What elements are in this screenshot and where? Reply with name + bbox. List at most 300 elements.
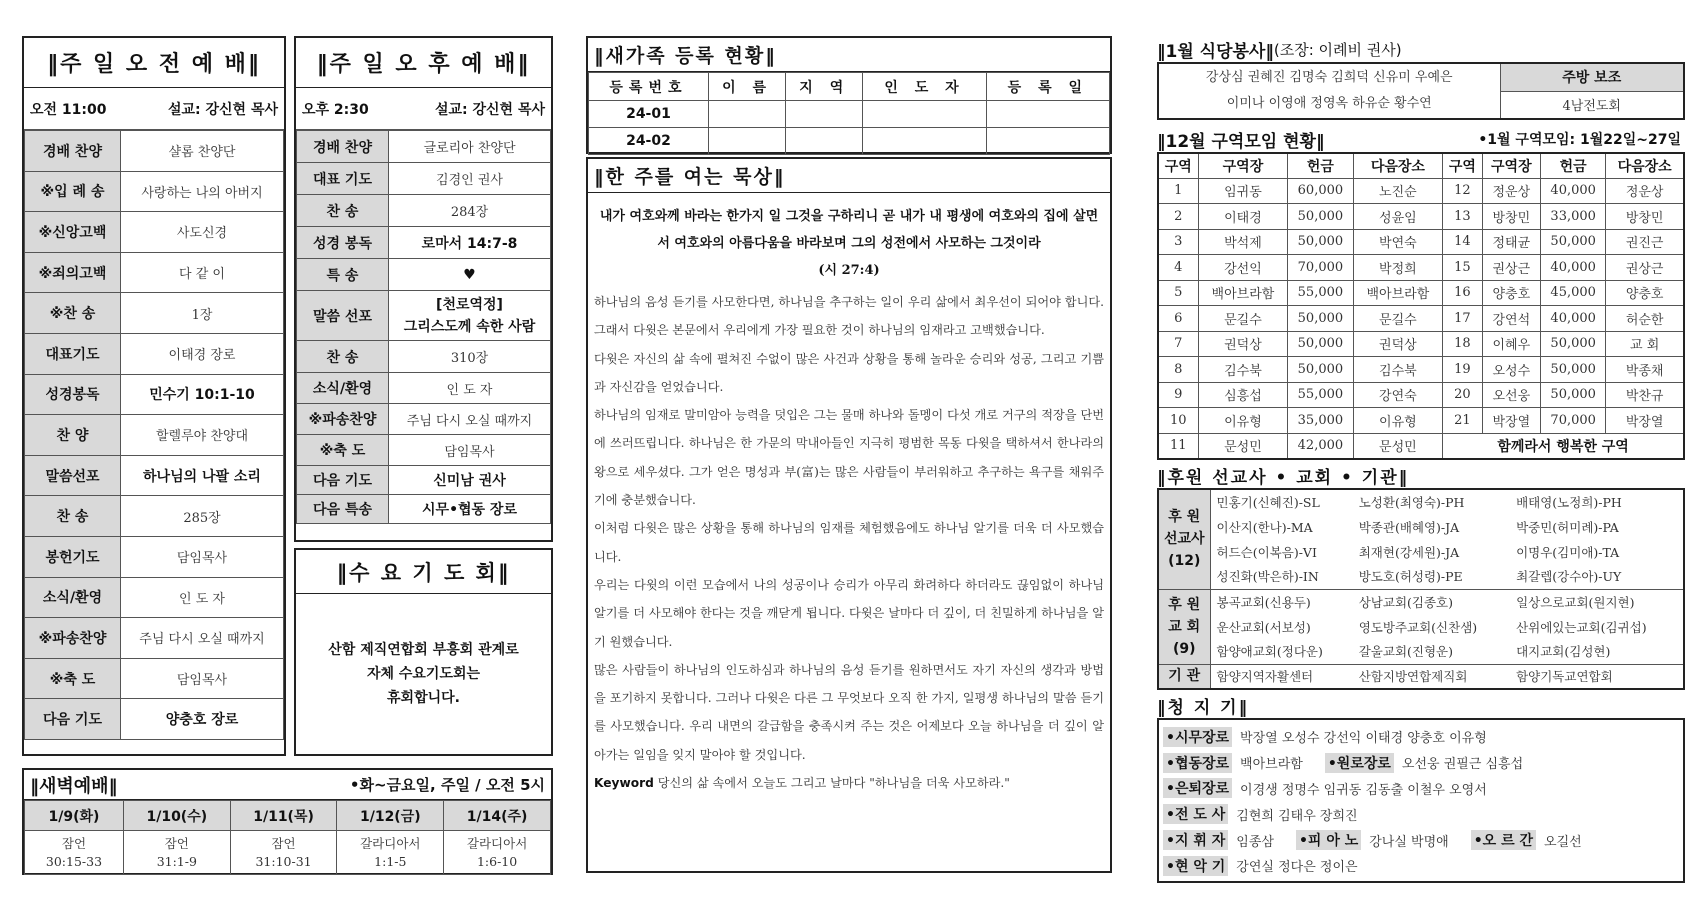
zone-cell: 5 bbox=[1158, 280, 1198, 306]
zone-cell: 양충호 bbox=[1606, 280, 1684, 306]
zone-meeting-title: ‖12월 구역모임 현황‖ bbox=[1157, 131, 1325, 152]
mission-row bbox=[1158, 664, 1684, 689]
zone-cell: 50,000 bbox=[1288, 357, 1353, 383]
mission-entry: 이명우(김미애)-TA bbox=[1516, 544, 1620, 560]
zone-row bbox=[1158, 306, 1684, 332]
order-label: 찬 송 bbox=[25, 496, 121, 537]
stewards-list bbox=[1157, 718, 1685, 883]
zone-row bbox=[1158, 357, 1684, 383]
zone-cell: 50,000 bbox=[1541, 357, 1606, 383]
dawn-passage bbox=[123, 831, 230, 875]
dawn-ref: 31:1-9 bbox=[156, 853, 197, 869]
order-value: [천로역정] 그리스도께 속한 사람 bbox=[389, 291, 551, 341]
cafeteria-service-table bbox=[1157, 62, 1685, 120]
order-row bbox=[297, 291, 551, 341]
zone-cell: 40,000 bbox=[1541, 255, 1606, 281]
zone-cell: 방창민 bbox=[1482, 204, 1540, 230]
zone-cell: 55,000 bbox=[1288, 280, 1353, 306]
zone-header: 다음장소 bbox=[1353, 153, 1443, 178]
zone-cell: 10 bbox=[1158, 408, 1198, 434]
mission-entry: 성진화(박은하)-IN bbox=[1216, 569, 1319, 585]
order-label: 경배 찬양 bbox=[25, 131, 121, 172]
order-value: 인 도 자 bbox=[389, 373, 551, 404]
new-family-box bbox=[586, 36, 1112, 154]
zone-cell: 권덕상 bbox=[1198, 331, 1288, 357]
wednesday-prayer-notice bbox=[296, 594, 551, 754]
order-value: 310장 bbox=[389, 341, 551, 373]
dawn-passage bbox=[337, 831, 444, 875]
zone-row bbox=[1158, 178, 1684, 204]
zone-row bbox=[1158, 408, 1684, 434]
dawn-passage bbox=[444, 831, 551, 875]
zone-cell: 백아브라함 bbox=[1198, 280, 1288, 306]
mission-entry: 박중민(허미례)-PA bbox=[1516, 519, 1619, 535]
order-value: 할렐루야 찬양대 bbox=[121, 415, 284, 456]
steward-role: •원로장로 bbox=[1325, 753, 1394, 773]
order-row bbox=[297, 163, 551, 195]
new-family-row bbox=[589, 128, 1110, 155]
steward-role: •시무장로 bbox=[1163, 727, 1232, 747]
order-label: 찬 송 bbox=[297, 195, 389, 227]
steward-role: •오 르 간 bbox=[1471, 830, 1536, 850]
zone-cell: 이유형 bbox=[1353, 408, 1443, 434]
new-family-table bbox=[588, 72, 1110, 155]
order-row bbox=[297, 404, 551, 435]
zone-cell: 성윤임 bbox=[1353, 204, 1443, 230]
order-label: 찬 송 bbox=[297, 341, 389, 373]
mission-entry: 함양지역자활센터 bbox=[1210, 664, 1353, 689]
wednesday-prayer-title: ‖수 요 기 도 회‖ bbox=[296, 550, 551, 594]
order-label: ※파송찬양 bbox=[297, 404, 389, 435]
order-label: ※파송찬양 bbox=[25, 618, 121, 659]
zone-meeting-next: •1월 구역모임: 1월22일~27일 bbox=[1478, 132, 1681, 148]
mission-category: 후 원 교 회 (9) bbox=[1158, 589, 1210, 664]
order-label: 경배 찬양 bbox=[297, 131, 389, 163]
zone-cell: 권상근 bbox=[1482, 255, 1540, 281]
mission-entry: 민홍기(신혜진)-SL bbox=[1210, 489, 1353, 514]
dawn-service-header bbox=[24, 770, 551, 800]
dawn-book: 갈라디아서 bbox=[360, 835, 421, 851]
dawn-service-title: ‖새벽예배‖ bbox=[30, 775, 118, 797]
order-label: ※신앙고백 bbox=[25, 212, 121, 253]
order-value: 이태경 장로 bbox=[121, 333, 284, 374]
afternoon-service-preacher: 설교: 강신현 목사 bbox=[434, 101, 545, 118]
mission-row bbox=[1158, 514, 1684, 539]
zone-row bbox=[1158, 331, 1684, 357]
zone-row bbox=[1158, 280, 1684, 306]
cafeteria-volunteers bbox=[1158, 63, 1500, 119]
mission-entry: 배태영(노정희)-PH bbox=[1510, 489, 1684, 514]
zone-cell: 문길수 bbox=[1353, 306, 1443, 332]
keyword-text: 당신의 삶 속에서 오늘도 그리고 날마다 "하나님을 더욱 사모하라." bbox=[657, 776, 1010, 791]
zone-cell: 42,000 bbox=[1288, 433, 1353, 459]
zone-cell: 33,000 bbox=[1541, 204, 1606, 230]
zone-cell: 방창민 bbox=[1606, 204, 1684, 230]
keyword-label: Keyword bbox=[594, 776, 654, 791]
zone-cell: 20 bbox=[1443, 382, 1482, 408]
new-family-title: ‖새가족 등록 현황‖ bbox=[588, 38, 1110, 72]
steward-role: •은퇴장로 bbox=[1163, 778, 1232, 798]
zone-cell: 강연숙 bbox=[1353, 382, 1443, 408]
dawn-date: 1/10(수) bbox=[123, 801, 230, 831]
zone-cell: 19 bbox=[1443, 357, 1482, 383]
zone-meeting-header bbox=[1157, 126, 1685, 152]
order-row bbox=[25, 293, 284, 334]
mission-entry: 갈울교회(진형운) bbox=[1358, 644, 1453, 660]
order-label: ※축 도 bbox=[297, 435, 389, 466]
zone-cell: 70,000 bbox=[1288, 255, 1353, 281]
dawn-ref: 30:15-33 bbox=[45, 853, 103, 869]
zone-cell: 김수북 bbox=[1353, 357, 1443, 383]
zone-header: 구역장 bbox=[1482, 153, 1540, 178]
order-row bbox=[25, 496, 284, 537]
mission-entry: 박종관(배혜영)-JA bbox=[1358, 519, 1460, 535]
order-row bbox=[25, 212, 284, 253]
zone-cell: 정태균 bbox=[1482, 229, 1540, 255]
mission-entry: 함양기독교연합회 bbox=[1510, 664, 1684, 689]
order-label: 다음 특송 bbox=[297, 495, 389, 524]
dawn-service-box bbox=[22, 768, 553, 875]
mission-row bbox=[1158, 489, 1684, 514]
order-label: 다음 기도 bbox=[297, 466, 389, 495]
order-row bbox=[25, 577, 284, 618]
new-family-header: 이 름 bbox=[708, 73, 785, 101]
mission-row bbox=[1158, 589, 1684, 614]
mission-entry: 상남교회(김종호) bbox=[1353, 589, 1510, 614]
new-family-header: 등록번호 bbox=[589, 73, 709, 101]
zone-cell: 허순한 bbox=[1606, 306, 1684, 332]
zone-cell: 13 bbox=[1443, 204, 1482, 230]
order-row bbox=[25, 415, 284, 456]
new-family-cell: 24-02 bbox=[589, 128, 709, 155]
zone-cell: 박석제 bbox=[1198, 229, 1288, 255]
zone-cell: 15 bbox=[1443, 255, 1482, 281]
zone-cell: 박종채 bbox=[1606, 357, 1684, 383]
steward-row bbox=[1163, 724, 1679, 750]
zone-cell: 박장열 bbox=[1606, 408, 1684, 434]
morning-service-time: 오전 11:00 bbox=[30, 101, 107, 118]
zone-cell: 16 bbox=[1443, 280, 1482, 306]
zone-cell: 8 bbox=[1158, 357, 1198, 383]
steward-role: •전 도 사 bbox=[1163, 804, 1228, 824]
order-value: 담임목사 bbox=[121, 536, 284, 577]
dawn-date: 1/12(금) bbox=[337, 801, 444, 831]
morning-service-subheader bbox=[24, 88, 284, 130]
order-value: 신미남 권사 bbox=[389, 466, 551, 495]
meditation-verse bbox=[588, 193, 1110, 288]
steward-names: 백아브라함 bbox=[1240, 757, 1303, 773]
new-family-cell bbox=[708, 101, 785, 128]
order-value: 285장 bbox=[121, 496, 284, 537]
mission-entry: 대지교회(김성현) bbox=[1516, 644, 1611, 660]
order-row bbox=[25, 658, 284, 699]
cafeteria-names-line: 강상심 권혜진 김명숙 김희덕 신유미 우예은 bbox=[1205, 70, 1453, 85]
wednesday-notice-line: 산함 제직연합회 부흥회 관계로 bbox=[328, 642, 519, 658]
order-label: 찬 양 bbox=[25, 415, 121, 456]
zone-cell: 50,000 bbox=[1288, 331, 1353, 357]
zone-cell: 박정희 bbox=[1353, 255, 1443, 281]
steward-names: 강연실 정다은 정이은 bbox=[1236, 860, 1358, 876]
order-value: 양충호 장로 bbox=[121, 699, 284, 740]
order-row bbox=[297, 466, 551, 495]
cafeteria-names-line: 이미나 이영애 정영옥 하유순 황수연 bbox=[1226, 96, 1432, 111]
mission-entry: 방도호(허성령)-PE bbox=[1358, 569, 1463, 585]
order-value: 담임목사 bbox=[389, 435, 551, 466]
new-family-cell bbox=[863, 128, 986, 155]
new-family-cell bbox=[786, 101, 863, 128]
wednesday-notice-line: 자체 수요기도회는 bbox=[366, 666, 481, 682]
dawn-book: 잠언 bbox=[164, 835, 189, 851]
order-value: 사도신경 bbox=[121, 212, 284, 253]
steward-row bbox=[1163, 801, 1679, 827]
dawn-service-schedule: •화~금요일, 주일 / 오전 5시 bbox=[349, 776, 545, 794]
order-row bbox=[297, 259, 551, 291]
stewards-title: ‖청 지 기‖ bbox=[1157, 697, 1250, 718]
zone-cell: 50,000 bbox=[1288, 229, 1353, 255]
zone-cell: 문길수 bbox=[1198, 306, 1288, 332]
zone-cell: 12 bbox=[1443, 178, 1482, 204]
mission-row bbox=[1158, 564, 1684, 589]
meditation-paragraph: 우리는 다윗의 이런 모습에서 나의 성공이나 승리가 아무리 화려하다 하더라도 끊임없이 하나님 알기를 더 사모해야 한다는 것을 깨닫게 됩니다. 다윗은 날마다 더 깊이, 더 친밀하게 하나님을 알기 원했습니다. bbox=[594, 577, 1104, 649]
mission-entry: 일상으로교회(원지현) bbox=[1510, 589, 1684, 614]
mission-entry: 이산지(한나)-MA bbox=[1216, 519, 1313, 535]
zone-cell: 70,000 bbox=[1541, 408, 1606, 434]
order-value: 민수기 10:1-10 bbox=[121, 374, 284, 415]
zone-cell: 강선익 bbox=[1198, 255, 1288, 281]
order-row bbox=[25, 131, 284, 172]
order-row bbox=[297, 227, 551, 259]
dawn-book: 잠언 bbox=[271, 835, 296, 851]
zone-cell: 심흥섭 bbox=[1198, 382, 1288, 408]
mission-entry: 운산교회(서보성) bbox=[1216, 619, 1311, 635]
afternoon-service-title: ‖주 일 오 후 예 배‖ bbox=[296, 38, 551, 88]
order-label: 성경 봉독 bbox=[297, 227, 389, 259]
order-value: 샬롬 찬양단 bbox=[121, 131, 284, 172]
zone-cell: 4 bbox=[1158, 255, 1198, 281]
zone-cell: 17 bbox=[1443, 306, 1482, 332]
zone-cell: 권진근 bbox=[1606, 229, 1684, 255]
zone-cell: 박찬규 bbox=[1606, 382, 1684, 408]
order-label: 대표기도 bbox=[25, 333, 121, 374]
new-family-cell bbox=[786, 128, 863, 155]
zone-cell: 50,000 bbox=[1288, 204, 1353, 230]
zone-meeting-table bbox=[1157, 152, 1685, 460]
order-value: 284장 bbox=[389, 195, 551, 227]
cafeteria-service-leader: (조장: 이례비 권사) bbox=[1273, 40, 1402, 59]
zone-cell: 강연석 bbox=[1482, 306, 1540, 332]
steward-role: •피 아 노 bbox=[1296, 830, 1361, 850]
dawn-service-table bbox=[24, 800, 551, 875]
dawn-ref: 1:1-5 bbox=[374, 853, 407, 869]
order-label: 특 송 bbox=[297, 259, 389, 291]
dawn-passage bbox=[25, 831, 124, 875]
order-row bbox=[297, 373, 551, 404]
steward-row bbox=[1163, 827, 1679, 853]
mission-support-table bbox=[1157, 488, 1685, 690]
order-value: 주님 다시 오실 때까지 bbox=[121, 618, 284, 659]
meditation-verse-text: 내가 여호와께 바라는 한가지 일 그것을 구하리니 곧 내가 내 평생에 여호와의 집에 살면서 여호와의 아름다움을 바라보며 그의 성전에서 사모하는 그것이라 bbox=[599, 209, 1099, 251]
zone-row bbox=[1158, 229, 1684, 255]
order-label: ※입 례 송 bbox=[25, 171, 121, 212]
steward-names: 임종삼 bbox=[1236, 834, 1274, 850]
meditation-keyword bbox=[588, 769, 1110, 797]
steward-role: •협동장로 bbox=[1163, 753, 1232, 773]
order-label: 다음 기도 bbox=[25, 699, 121, 740]
mission-category: 기 관 bbox=[1158, 664, 1210, 689]
zone-cell: 이혜우 bbox=[1482, 331, 1540, 357]
order-label: 말씀선포 bbox=[25, 455, 121, 496]
zone-header: 구역 bbox=[1443, 153, 1482, 178]
order-value: ♥ bbox=[389, 259, 551, 291]
meditation-paragraph: 다윗은 자신의 삶 속에 펼쳐진 수없이 많은 사건과 상황을 통해 놀라운 승리와 성공, 그리고 기쁨과 자신감을 얻었습니다. bbox=[594, 351, 1104, 394]
zone-cell: 이태경 bbox=[1198, 204, 1288, 230]
order-row bbox=[25, 536, 284, 577]
zone-cell: 3 bbox=[1158, 229, 1198, 255]
mission-entry: 노성환(최영숙)-PH bbox=[1353, 489, 1510, 514]
order-value: 김경인 권사 bbox=[389, 163, 551, 195]
steward-names: 이경생 정명수 임귀동 김동출 이철우 오영서 bbox=[1240, 782, 1487, 798]
order-label: ※축 도 bbox=[25, 658, 121, 699]
mission-row bbox=[1158, 639, 1684, 664]
zone-header: 헌금 bbox=[1288, 153, 1353, 178]
morning-service-title: ‖주 일 오 전 예 배‖ bbox=[24, 38, 284, 88]
afternoon-service-subheader bbox=[296, 88, 551, 130]
zone-meeting-box bbox=[1157, 126, 1685, 460]
dawn-book: 잠언 bbox=[61, 835, 87, 851]
zone-cell: 21 bbox=[1443, 408, 1482, 434]
order-value: 시무•협동 장로 bbox=[389, 495, 551, 524]
mission-row bbox=[1158, 539, 1684, 564]
morning-service-box bbox=[22, 36, 286, 756]
new-family-cell bbox=[986, 128, 1109, 155]
zone-cell: 50,000 bbox=[1541, 382, 1606, 408]
mission-entry: 영도방주교회(신찬샘) bbox=[1358, 619, 1478, 635]
cafeteria-service-title: ‖1월 식당봉사‖ bbox=[1157, 41, 1274, 62]
kitchen-assist-header: 주방 보조 bbox=[1500, 63, 1684, 91]
wednesday-prayer-box bbox=[294, 548, 553, 756]
zone-cell: 권덕상 bbox=[1353, 331, 1443, 357]
order-value: 로마서 14:7-8 bbox=[389, 227, 551, 259]
new-family-header: 등 록 일 bbox=[986, 73, 1109, 101]
zone-cell: 문성민 bbox=[1198, 433, 1288, 459]
zone-cell: 50,000 bbox=[1288, 306, 1353, 332]
zone-cell: 45,000 bbox=[1541, 280, 1606, 306]
meditation-paragraph: 하나님의 음성 듣기를 사모한다면, 하나님을 추구하는 일이 우리 삶에서 최우선이 되어야 합니다. 그래서 다윗은 본문에서 우리에게 가장 필요한 것이 하나님의 임재라고 고백했습니다. bbox=[594, 295, 1104, 338]
zone-cell: 오성수 bbox=[1482, 357, 1540, 383]
new-family-cell bbox=[708, 128, 785, 155]
order-label: 성경봉독 bbox=[25, 374, 121, 415]
order-row bbox=[297, 435, 551, 466]
new-family-header: 지 역 bbox=[786, 73, 863, 101]
zone-cell: 이유형 bbox=[1198, 408, 1288, 434]
order-value: 다 같 이 bbox=[121, 252, 284, 293]
order-label: 소식/환영 bbox=[25, 577, 121, 618]
zone-cell: 박장열 bbox=[1482, 408, 1540, 434]
order-row bbox=[25, 333, 284, 374]
meditation-box bbox=[586, 157, 1112, 873]
mission-entry: 최갈렙(강수아)-UY bbox=[1516, 569, 1622, 585]
zone-cell: 박연숙 bbox=[1353, 229, 1443, 255]
meditation-paragraph: 많은 사람들이 하나님의 인도하심과 하나님의 음성 듣기를 원하면서도 자기 자신의 생각과 방법을 포기하지 못합니다. 그러나 다윗은 다른 그 무엇보다 오직 한 가지, 일평생 하나님의 말씀 듣기를 사모했습니다. 우리 내면의 갈급함을 충족시켜 주는 것은 어제보다 오늘 하나님을 더 깊이 알아가는 일임을 잊지 말아야 할 것입니다. bbox=[594, 662, 1104, 762]
order-row bbox=[297, 195, 551, 227]
zone-cell: 50,000 bbox=[1541, 331, 1606, 357]
zone-row bbox=[1158, 382, 1684, 408]
order-row bbox=[25, 699, 284, 740]
order-row bbox=[25, 618, 284, 659]
morning-service-order bbox=[24, 130, 284, 740]
zone-cell: 55,000 bbox=[1288, 382, 1353, 408]
zone-footer: 함께라서 행복한 구역 bbox=[1443, 433, 1684, 459]
zone-cell: 백아브라함 bbox=[1353, 280, 1443, 306]
new-family-cell: 24-01 bbox=[589, 101, 709, 128]
mission-entry: 산위에있는교회(김귀섭) bbox=[1516, 619, 1647, 635]
zone-cell: 11 bbox=[1158, 433, 1198, 459]
meditation-title: ‖한 주를 여는 묵상‖ bbox=[588, 159, 1110, 193]
meditation-paragraph: 하나님의 임재로 말미암아 능력을 덧입은 그는 물매 하나와 돌멩이 다섯 개로 거구의 적장을 단번에 쓰러뜨립니다. 하나님은 한 가문의 막내아들인 지극히 평범한 목동 다윗을 택하셔서 한나라의 왕으로 세우셨다. 그가 얻은 명성과 부(富)는 많은 사람들이 부러워하고 추구하는 욕구를 채워주기에 충분했습니다. bbox=[594, 408, 1104, 508]
steward-names: 박장열 오성수 강선익 이태경 양충호 이유형 bbox=[1240, 731, 1487, 747]
mission-support-box bbox=[1157, 462, 1685, 688]
mission-entry: 최재현(강세원)-JA bbox=[1358, 544, 1460, 560]
zone-cell: 정운상 bbox=[1606, 178, 1684, 204]
mission-row bbox=[1158, 614, 1684, 639]
zone-cell: 김수북 bbox=[1198, 357, 1288, 383]
dawn-date: 1/11(목) bbox=[230, 801, 337, 831]
order-row bbox=[25, 374, 284, 415]
zone-cell: 2 bbox=[1158, 204, 1198, 230]
order-row bbox=[25, 171, 284, 212]
order-value: 주님 다시 오실 때까지 bbox=[389, 404, 551, 435]
zone-header: 구역장 bbox=[1198, 153, 1288, 178]
order-value: 담임목사 bbox=[121, 658, 284, 699]
afternoon-service-box bbox=[294, 36, 553, 542]
zone-cell: 14 bbox=[1443, 229, 1482, 255]
order-row bbox=[25, 252, 284, 293]
meditation-verse-ref: (시 27:4) bbox=[818, 263, 880, 278]
order-label: 대표 기도 bbox=[297, 163, 389, 195]
order-row bbox=[297, 495, 551, 524]
order-label: 말씀 선포 bbox=[297, 291, 389, 341]
zone-cell: 50,000 bbox=[1541, 229, 1606, 255]
new-family-row bbox=[589, 101, 1110, 128]
afternoon-service-time: 오후 2:30 bbox=[302, 101, 369, 118]
kitchen-assist-value: 4남전도회 bbox=[1500, 91, 1684, 119]
steward-names: 김현희 김태우 장희진 bbox=[1236, 808, 1358, 824]
steward-names: 오길선 bbox=[1544, 834, 1582, 850]
zone-cell: 양충호 bbox=[1482, 280, 1540, 306]
order-label: ※죄의고백 bbox=[25, 252, 121, 293]
order-row bbox=[297, 341, 551, 373]
zone-cell: 정운상 bbox=[1482, 178, 1540, 204]
zone-cell: 오선웅 bbox=[1482, 382, 1540, 408]
zone-row bbox=[1158, 255, 1684, 281]
cafeteria-service-header bbox=[1157, 36, 1685, 62]
steward-role: •현 악 기 bbox=[1163, 856, 1228, 876]
zone-header: 헌금 bbox=[1541, 153, 1606, 178]
steward-row bbox=[1163, 776, 1679, 802]
order-row bbox=[297, 131, 551, 163]
meditation-paragraph: 이처럼 다윗은 많은 상황을 통해 하나님의 임재를 체험했음에도 하나님 알기를 더욱 더 사모했습니다. bbox=[594, 521, 1104, 564]
order-value: 글로리아 찬양단 bbox=[389, 131, 551, 163]
dawn-ref: 1:6-10 bbox=[476, 853, 518, 869]
order-row bbox=[25, 455, 284, 496]
dawn-ref: 31:10-31 bbox=[255, 853, 312, 869]
zone-cell: 6 bbox=[1158, 306, 1198, 332]
mission-support-title: ‖후원 선교사 • 교회 • 기관‖ bbox=[1157, 467, 1410, 488]
mission-entry: 봉곡교회(신용두) bbox=[1210, 589, 1353, 614]
zone-cell: 교 회 bbox=[1606, 331, 1684, 357]
mission-entry: 함양애교회(정다운) bbox=[1216, 644, 1323, 660]
zone-cell: 35,000 bbox=[1288, 408, 1353, 434]
